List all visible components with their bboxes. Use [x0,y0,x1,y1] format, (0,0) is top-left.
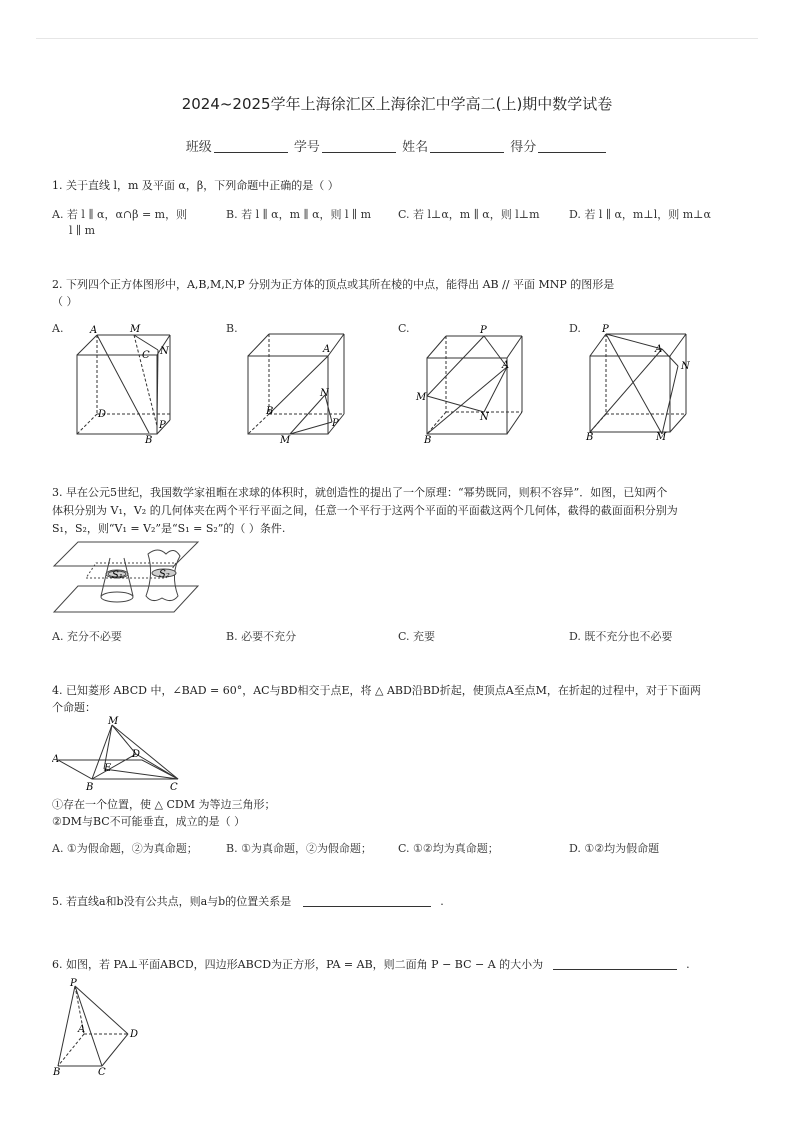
page-title: 2024~2025学年上海徐汇区上海徐汇中学高二(上)期中数学试卷 [181,95,613,113]
q1-option-d[interactable]: D. 若 l ∥ α，m⊥l，则 m⊥α [569,208,711,221]
q2-cube-figure-b [240,322,350,444]
q6-label-p: P [70,978,77,989]
q2-figure-d-label[interactable]: D. [569,322,581,335]
q2a-label-b: B [145,435,153,444]
q1-stem: 1. 关于直线 l，m 及平面 α，β，下列命题中正确的是（ ） [52,179,339,192]
q6-stem: 6. 如图，若 PA⊥平面ABCD，四边形ABCD为正方形，PA = AB，则二面角 P − BC − A 的大小为 [52,958,544,971]
q1-option-b[interactable]: B. 若 l ∥ α，m ∥ α，则 l ∥ m [226,208,372,221]
class-label: 班级 [185,140,212,155]
q3-option-b[interactable]: B. 必要不充分 [226,630,297,643]
q2b-label-p: P [332,418,339,429]
q5-answer-blank[interactable] [303,895,431,907]
q3-stem-line3: S₁，S₂，则“V₁ = V₂”是“S₁ = S₂”的（ ）条件. [52,522,286,535]
q6-answer-blank[interactable] [553,958,677,970]
q2a-label-m: M [130,324,141,335]
q2c-label-a: A [502,360,510,371]
q4-option-c[interactable]: C. ①②均为真命题； [398,842,499,855]
q2-cube-figure-a [70,322,180,444]
q2-stem: 2. 下列四个正方体图形中，A,B,M,N,P 分别为正方体的顶点或其所在棱的中点，能得出 AB // 平面 MNP 的图形是 [52,278,615,291]
q3-parallel-planes-figure [52,538,202,618]
score-label: 得分 [510,140,537,155]
q2a-label-n: N [160,346,169,357]
q4-label-b: B [86,782,94,793]
q2-stem-continued: （ ） [52,295,78,308]
q2b-label-m: M [280,435,291,444]
q2b-label-n: N [320,388,329,399]
q2-figure-c-label[interactable]: C. [398,322,410,335]
q2-cube-figure-d [584,322,694,444]
id-blank[interactable] [322,139,396,153]
q4-stem-line1: 4. 已知菱形 ABCD 中，∠BAD = 60°，AC与BD相交于点E，将 △ ABD沿BD折起，使顶点A至点M，在折起的过程中，对于下面两 [52,684,701,697]
q3-label-s1: S₁ [112,570,123,581]
header-divider [36,38,758,39]
q2c-label-m: M [416,392,427,403]
q4-option-a[interactable]: A. ①为假命题，②为真命题； [52,842,198,855]
q4-label-c: C [170,782,178,793]
q2-figure-a-label[interactable]: A. [52,322,64,335]
q6-label-d: D [130,1029,139,1040]
q1-option-a[interactable]: A. 若 l ∥ α，α∩β = m，则 [52,208,188,221]
q2a-label-c: C [142,350,150,361]
q2b-label-a: A [323,344,331,355]
q2d-label-p: P [602,324,609,335]
q4-option-b[interactable]: B. ①为真命题，②为假命题； [226,842,372,855]
q2d-label-n: N [681,361,690,372]
q6-end-period: . [686,958,690,971]
q2b-label-b: B [266,406,274,417]
q2d-label-b: B [586,432,594,443]
q1-option-c[interactable]: C. 若 l⊥α，m ∥ α，则 l⊥m [398,208,540,221]
q4-label-m: M [108,716,119,727]
q1-option-a-continued: l ∥ m [69,224,96,237]
q4-proposition-1: ①存在一个位置，使 △ CDM 为等边三角形； [52,798,276,811]
id-label: 学号 [293,140,320,155]
score-blank[interactable] [538,139,606,153]
class-blank[interactable] [214,139,288,153]
q5-line [52,894,444,910]
q4-option-d[interactable]: D. ①②均为假命题 [569,842,660,855]
q2d-label-m: M [656,432,667,443]
q3-option-a[interactable]: A. 充分不必要 [52,630,122,643]
q4-label-e: E [104,763,112,774]
q6-line [52,957,690,973]
q4-proposition-2: ②DM与BC不可能垂直，成立的是（ ） [52,815,246,828]
name-blank[interactable] [430,139,504,153]
q2-cube-figure-c [414,322,524,444]
q4-stem-line2: 个命题： [52,701,96,714]
q3-label-s2: S₂ [159,569,170,580]
q5-stem: 5. 若直线a和b没有公共点，则a与b的位置关系是 [52,895,292,908]
q6-pyramid-figure [50,978,140,1078]
q2c-label-b: B [424,435,432,444]
q3-stem-line2: 体积分别为 V₁，V₂ 的几何体夹在两个平行平面之间，任意一个平行于这两个平面的平面截这两个几何体，截得的截面面积分别为 [52,504,678,517]
q2a-label-p: P [159,420,166,431]
q2c-label-p: P [480,325,487,336]
q6-label-b: B [53,1067,61,1078]
q6-label-a: A [78,1024,86,1035]
student-info-line [0,136,794,155]
name-label: 姓名 [402,140,429,155]
q3-option-d[interactable]: D. 既不充分也不必要 [569,630,673,643]
q4-rhombus-figure [52,713,192,793]
q5-end-period: . [440,895,444,908]
q2d-label-a: A [655,344,663,355]
q6-label-c: C [98,1067,106,1078]
q3-option-c[interactable]: C. 充要 [398,630,436,643]
q2a-label-a: A [90,325,98,336]
q2c-label-n: N [480,412,489,423]
q4-label-d: D [132,749,141,760]
q2a-label-d: D [98,409,107,420]
q2-figure-b-label[interactable]: B. [226,322,238,335]
q3-stem-line1: 3. 早在公元5世纪，我国数学家祖暅在求球的体积时，就创造性的提出了一个原理：“幂势既同，则积不容异”．如图，已知两个 [52,486,668,499]
q4-label-a: A [52,754,60,765]
